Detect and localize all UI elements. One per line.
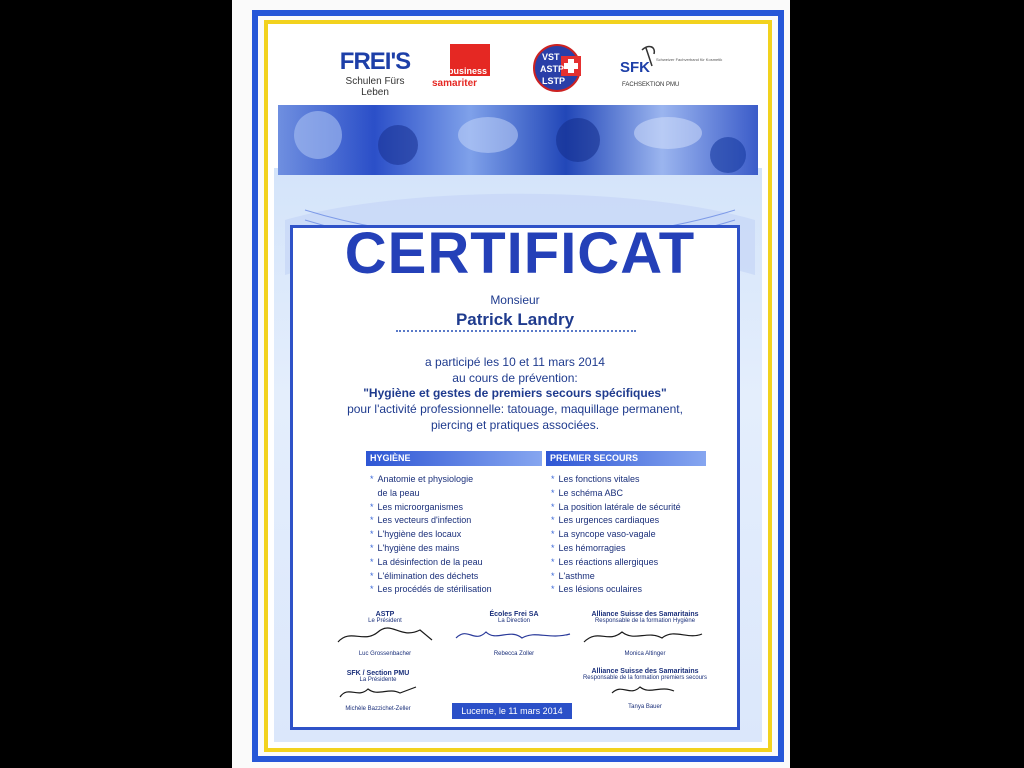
list-item: * Anatomie et physiologie [370,474,474,484]
signature-role: Responsable de la formation Hygiène [594,618,696,624]
participation-dates: a participé les 10 et 11 mars 2014 [425,355,605,369]
bullet-icon: * [370,474,374,484]
signature-role: Responsable de la formation premiers secours [582,675,708,681]
first-aid-list [551,473,681,597]
signature-alliance-first-aid [578,668,712,710]
signature-alliance-hygiene [578,611,712,657]
sfk-section: FACHSEKTION PMU [622,82,680,88]
sfk-logo-graphic [618,44,723,94]
bullet-icon: * [370,584,374,595]
signature-org: Alliance Suisse des Samaritains [591,668,699,675]
frei-logo [336,50,414,98]
bullet-icon: * [551,501,555,512]
activity-line-2: piercing et pratiques associées. [430,418,600,432]
list-item: * L'élimination des déchets [370,570,479,581]
first-aid-heading: PREMIER SECOURS [546,451,706,466]
bullet-icon: * [551,515,555,526]
signature-name: Tanya Bauer [628,704,662,710]
list-item: * La position latérale de sécurité [551,501,681,512]
signature-org: Alliance Suisse des Samaritains [591,611,699,618]
place-date: Lucerne, le 11 mars 2014 [452,703,572,719]
signature-role: La Présidente [359,677,397,683]
list-item: * La désinfection de la peau [370,556,483,567]
bullet-icon: * [551,584,555,595]
photo-banner [278,105,758,175]
hygiene-heading: HYGIÈNE [366,451,542,466]
list-item: * Les microorganismes [370,501,464,512]
handwritten-signature-icon [330,624,440,646]
vst-astp-logo [533,42,591,94]
list-item: * Les lésions oculaires [551,584,643,595]
course-intro: au cours de prévention: [452,371,578,385]
course-title: "Hygiène et gestes de premiers secours spécifiques" [363,386,667,400]
signature-role: Le Président [368,618,402,624]
bullet-icon: * [551,542,555,553]
list-item: * Les fonctions vitales [551,474,640,484]
bullet-icon: * [551,487,555,498]
bullet-icon: * [370,501,374,512]
handwritten-signature-icon [578,681,712,699]
samariter-name: samariter [432,78,478,89]
vst-line-2: ASTP [540,64,565,74]
hygiene-list [370,473,492,597]
list-item: * Le schéma ABC [551,487,624,498]
samariter-badge-text: business [448,66,488,76]
handwritten-signature-icon [578,624,712,646]
bullet-icon: * [551,529,555,540]
list-item: * La syncope vaso-vagale [551,529,656,540]
handwritten-signature-icon [328,683,428,701]
list-item: * Les procédés de stérilisation [370,584,492,595]
list-item: * L'hygiène des locaux [370,529,462,540]
name-dotted-line [396,330,636,332]
samariter-logo [432,44,494,90]
list-item: * Les vecteurs d'infection [370,515,472,526]
signature-role: La Direction [497,618,530,624]
signature-sfk [328,670,428,712]
bullet-icon: * [370,570,374,581]
list-item: * Les réactions allergiques [551,556,659,567]
vst-line-1: VST [542,52,560,62]
frei-logo-name: FREI'S [339,48,411,75]
certificate-title: CERTIFICAT [344,221,696,286]
bullet-icon: * [370,556,374,567]
bullet-icon: * [370,529,374,540]
bullet-icon: * [551,474,555,484]
signature-org: SFK / Section PMU [346,670,410,677]
list-item: * Les urgences cardiaques [551,515,660,526]
bullet-icon: * [370,542,374,553]
handwritten-signature-icon [452,624,576,646]
signature-name: Rebecca Zoller [493,651,535,657]
salutation: Monsieur [490,293,540,307]
signature-astp [330,611,440,657]
bullet-icon: * [551,556,555,567]
list-item: * L'asthme [551,570,595,581]
sfk-logo [618,44,723,94]
bullet-icon: * [551,570,555,581]
recipient-name: Patrick Landry [455,310,575,329]
vst-line-3: LSTP [542,76,566,86]
signature-name: Monica Altinger [624,651,666,657]
signature-org: ASTP [375,611,395,618]
list-item: de la peau [377,487,420,498]
list-item: * Les hémorragies [551,542,626,553]
sfk-logo-small: Schweizer Fachverband für Kosmetik [656,57,723,62]
signature-org: Écoles Frei SA [489,611,539,618]
list-item: * L'hygiène des mains [370,542,460,553]
banner-collage-image [278,105,758,175]
activity-line-1: pour l'activité professionnelle: tatouage, maquillage permanent, [347,402,683,416]
signature-ecoles-frei [452,611,576,657]
frei-logo-tagline: Schulen Fürs Leben [345,76,405,98]
bullet-icon: * [370,515,374,526]
signature-name: Luc Grossenbacher [358,651,412,657]
sfk-logo-name: SFK [620,59,650,76]
vst-logo-graphic [533,42,591,94]
signature-name: Michèle Bazzichet-Zeller [345,706,411,712]
